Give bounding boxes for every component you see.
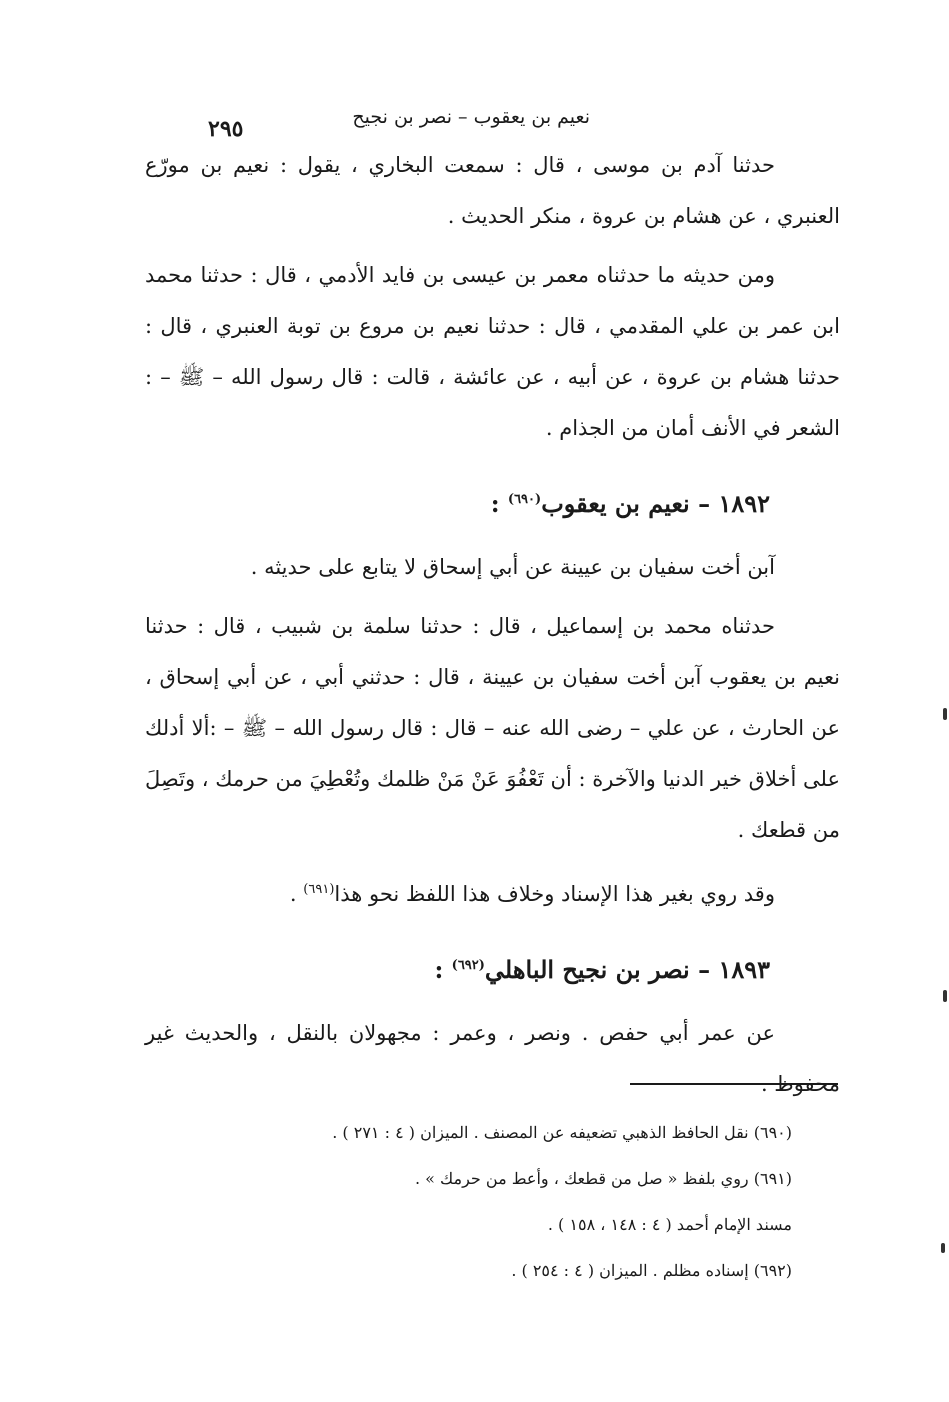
page-number: ٢٩٥ (208, 116, 244, 142)
footnote-ref: (٦٩٠) (507, 492, 542, 507)
entry-name: نصر بن نجيح الباهلي (484, 955, 690, 984)
footnote-ref: (٦٩١) (303, 882, 335, 897)
entry-heading-1893 (145, 938, 840, 998)
footnote-691: (٦٩١) روي بلفظ « صل من قطعك ، وأعط من حرمك » . (415, 1169, 792, 1188)
footnote-690: (٦٩٠) نقل الحافظ الذهبي تضعيفه عن المصنف . الميزان ( ٤ : ٢٧١ ) . (332, 1123, 792, 1142)
entry-number: ١٨٩٣ (718, 955, 770, 984)
entry-heading-1892 (145, 472, 840, 532)
entry-dash: – (698, 489, 711, 518)
variant-end: . (289, 882, 304, 906)
footnotes (240, 1110, 792, 1294)
scan-speck (943, 990, 947, 1002)
entry-dash: – (698, 955, 711, 984)
entry-number: ١٨٩٢ (718, 489, 770, 518)
entry-1892-summary: آبن أخت سفيان بن عيينة عن أبي إسحاق لا يتابع على حديثه . (250, 555, 775, 579)
paragraph-hadith-nose-hair: ومن حديثه ما حدثناه معمر بن عيسى بن فايد الأدمي ، قال : حدثنا محمد ابن عمر بن علي المقدمي ، قال : حدثنا نعيم بن مروع بن توبة العنبري ، قال : حدثنا هشام بن عروة ، عن أبيه ، عن عائشة ، قالت : قال رسول الله – ﷺ – : الشعر في الأنف أمان من الجذام . (145, 263, 840, 440)
footnote-divider (630, 1083, 838, 1085)
entry-name: نعيم بن يعقوب (541, 489, 690, 518)
entry-1892-variant (145, 864, 840, 920)
entry-1892-hadith: حدثناه محمد بن إسماعيل ، قال : حدثنا سلمة بن شبيب ، قال : حدثنا نعيم بن يعقوب آبن أخت سفيان بن عيينة ، قال : حدثني أبي ، عن أبي إسحاق ، عن الحارث ، عن علي – رضى الله عنه – قال : قال رسول الله – ﷺ – :ألا أدلك على أخلاق خير الدنيا والآخرة : أن تَعْفُوَ عَنْ مَنْ ظلمك وتُعْطِيَ من حرمك ، وتَصِلَ من قطعك . (145, 614, 840, 842)
variant-text: وقد روي بغير هذا الإسناد وخلاف هذا اللفظ نحو هذا (334, 882, 775, 906)
entry-colon: : (434, 955, 444, 984)
footnote-692: (٦٩٢) إسناده مظلم . الميزان ( ٤ : ٢٥٤ ) . (511, 1261, 792, 1280)
entry-1893-text: عن عمر أبي حفص . ونصر ، وعمر : مجهولان بالنقل ، والحديث غير محفوظ . (145, 1021, 840, 1096)
footnote-ref: (٦٩٢) (451, 958, 485, 973)
scan-speck (943, 708, 947, 720)
main-text (145, 140, 840, 1110)
footnote-691-continued: مسند الإمام أحمد ( ٤ : ١٤٨ ، ١٥٨ ) . (547, 1215, 792, 1234)
running-title: نعيم بن يعقوب – نصر بن نجيح (352, 106, 590, 128)
paragraph-bukhari-report: حدثنا آدم بن موسى ، قال : سمعت البخاري ، يقول : نعيم بن مورّع العنبري ، عن هشام بن عروة ، منكر الحديث . (145, 153, 840, 228)
entry-colon: : (490, 489, 500, 518)
scan-speck (941, 1243, 945, 1253)
